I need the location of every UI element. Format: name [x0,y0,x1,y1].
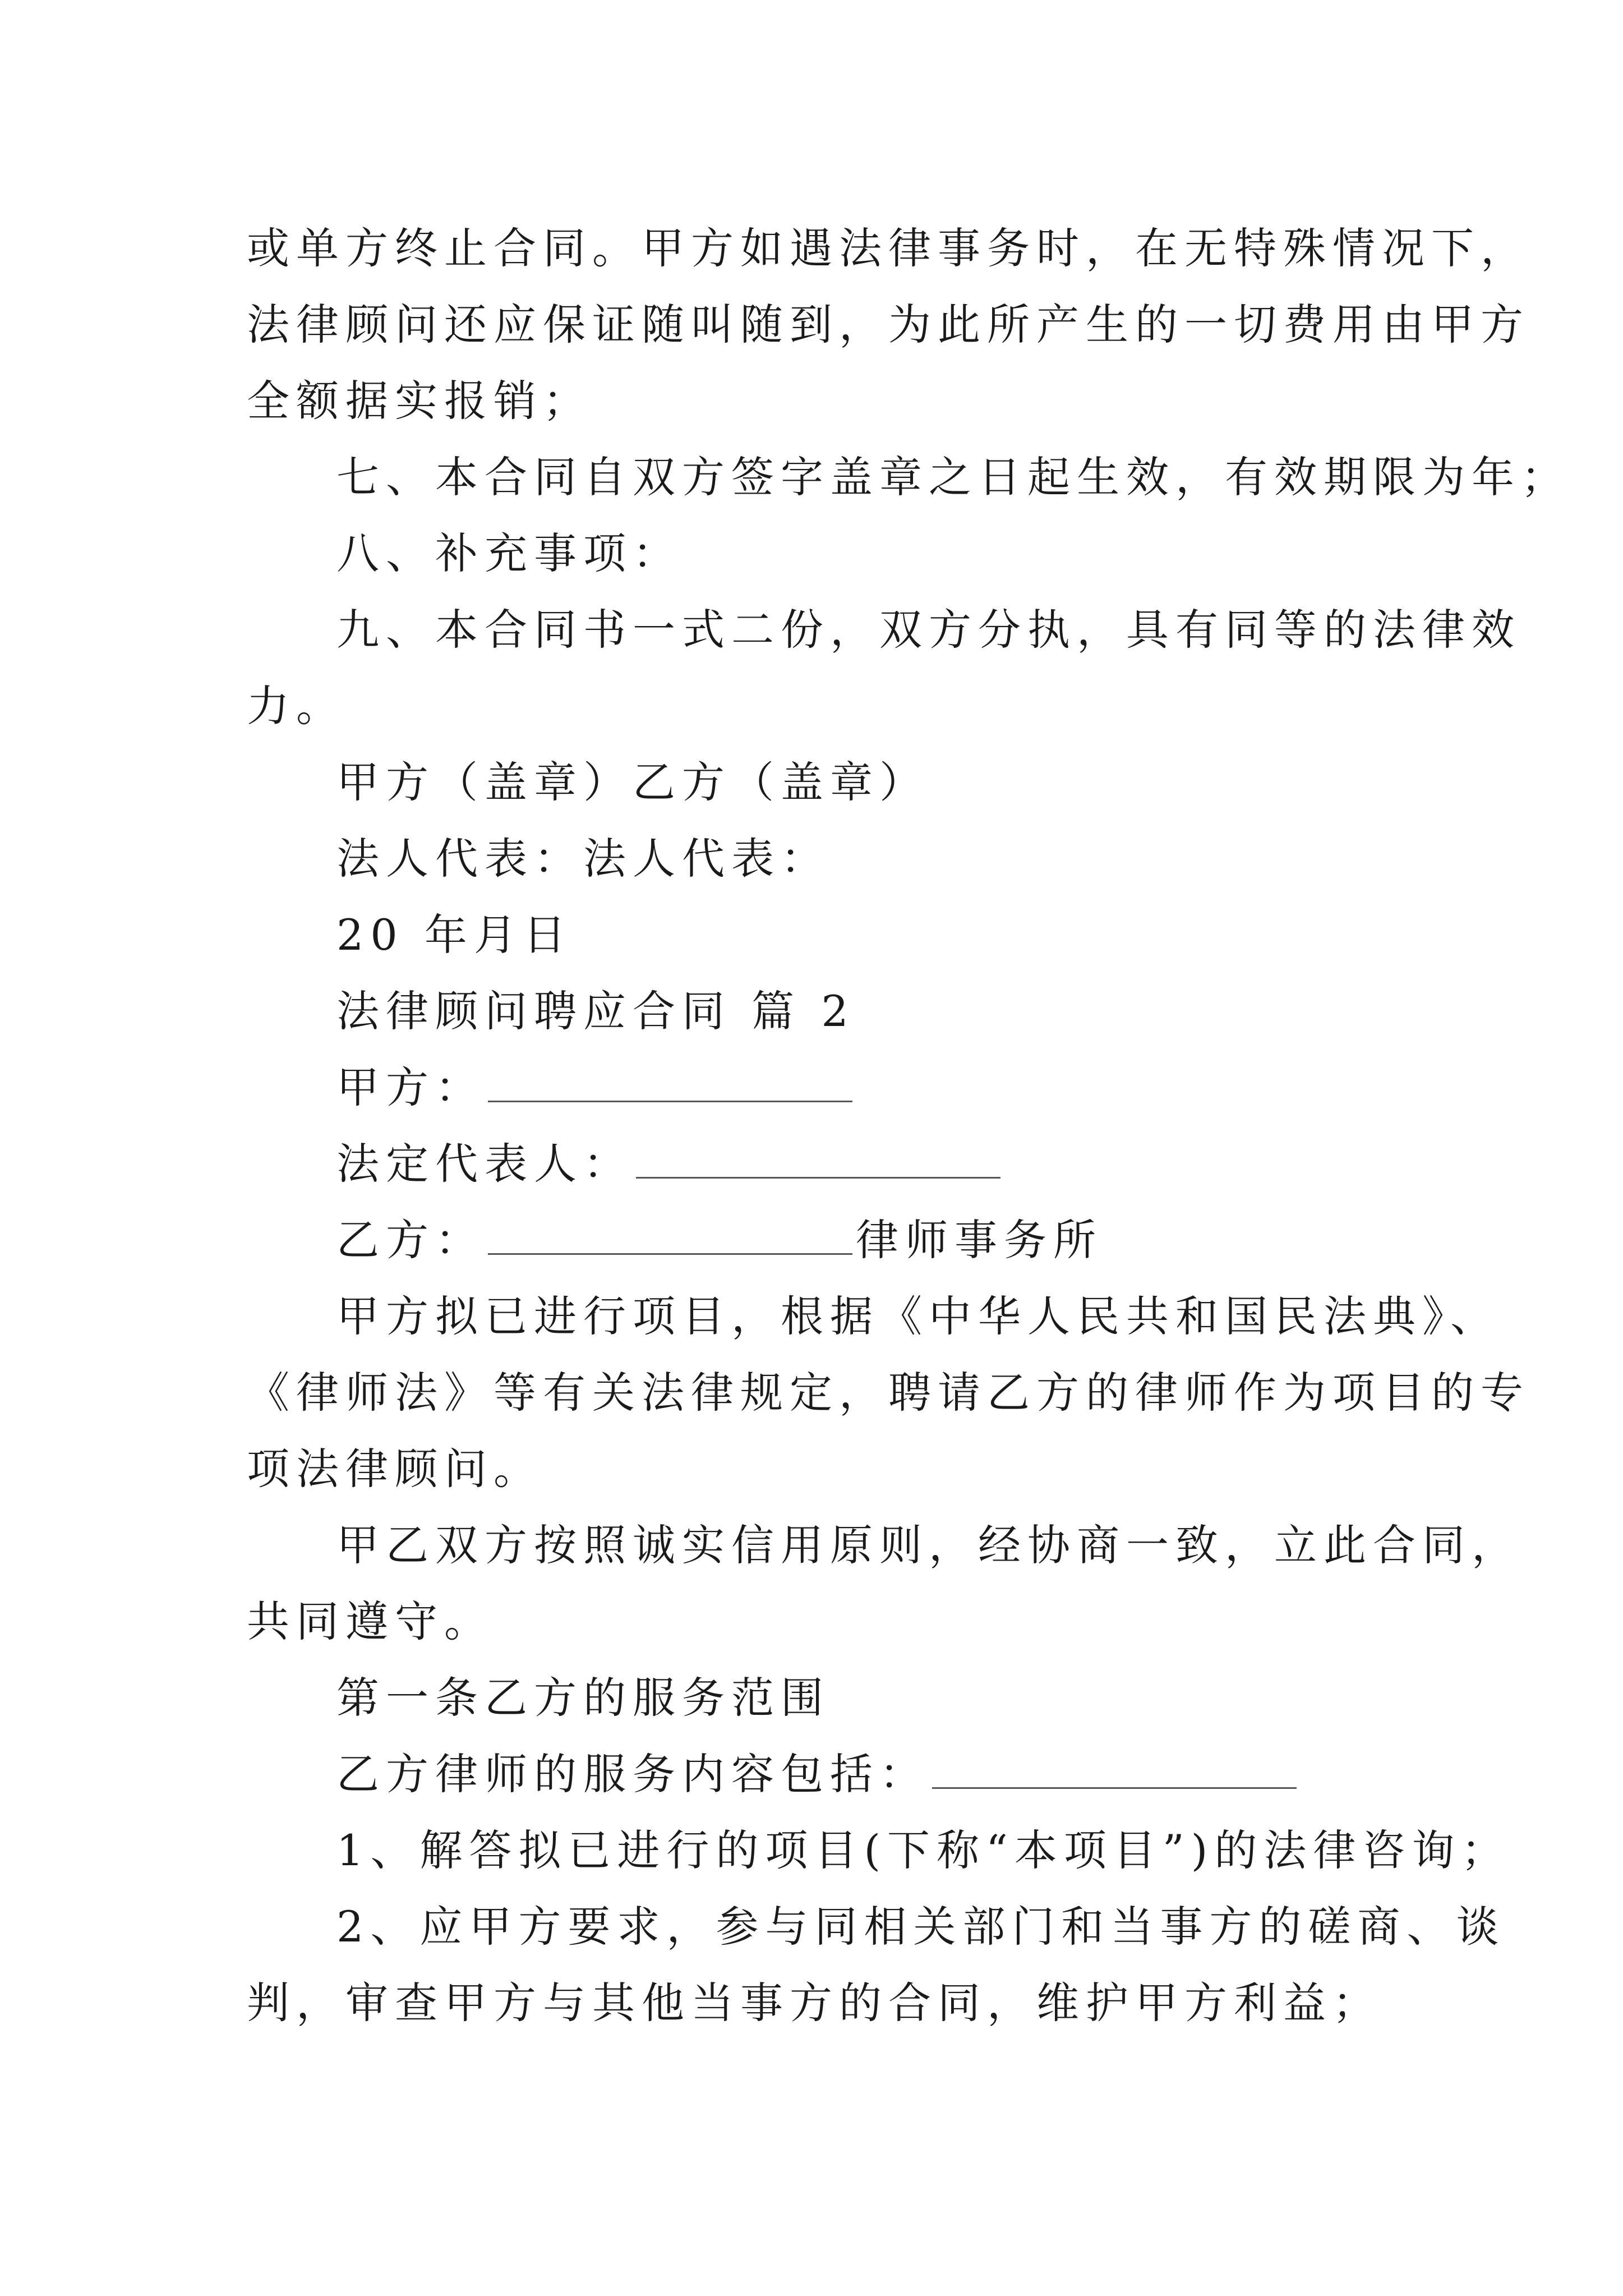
document-body [247,210,1570,2041]
article-1-heading: 第一条乙方的服务范围 [336,1673,830,1723]
party-a-label: 甲方： [336,1062,485,1112]
paragraph-line: 共同遵守。 [247,1596,494,1646]
service-item-1: 1、解答拟已进行的项目(下称“本项目”)的法律咨询； [336,1825,1511,1875]
paragraph-line: 项法律顾问。 [247,1444,543,1494]
service-content-line [247,1736,1385,1812]
service-content-label: 乙方律师的服务内容包括： [336,1749,929,1799]
legal-representatives: 法人代表：法人代表： [336,834,830,884]
party-b-label: 乙方： [336,1215,485,1265]
paragraph-line: 法律顾问还应保证随叫随到，为此所产生的一切费用由甲方 [247,300,1530,349]
paragraph-line: 甲方拟已进行项目，根据《中华人民共和国民法典》、 [336,1291,1500,1341]
clause-8: 八、补充事项： [336,528,682,578]
legal-rep-line [247,1126,1385,1202]
section-heading: 法律顾问聘应合同 篇 2 [336,986,855,1036]
law-firm-suffix: 律师事务所 [856,1215,1103,1265]
paragraph-line: 力。 [247,681,345,731]
service-item-2: 2、应甲方要求，参与同相关部门和当事方的磋商、谈 [336,1902,1506,1952]
clause-9: 九、本合同书一式二份，双方分执，具有同等的法律效 [336,605,1521,655]
signature-seals: 甲方（盖章）乙方（盖章） [336,757,929,807]
legal-rep-label: 法定代表人： [336,1139,633,1189]
signature-date: 20 年月日 [336,910,573,960]
paragraph-line: 《律师法》等有关法律规定，聘请乙方的律师作为项目的专 [247,1368,1530,1418]
paragraph-line: 甲乙双方按照诚实信用原则，经协商一致，立此合同， [336,1520,1521,1570]
party-b-line [247,1202,1385,1278]
clause-7: 七、本合同自双方签字盖章之日起生效，有效期限为年； [336,452,1570,502]
legal-rep-blank [636,1143,1000,1179]
paragraph-line: 判，审查甲方与其他当事方的合同，维护甲方利益； [247,1978,1382,2028]
paragraph-line: 全额据实报销； [247,376,592,426]
paragraph-line: 或单方终止合同。甲方如遇法律事务时，在无特殊情况下， [247,223,1530,273]
party-b-blank [488,1220,852,1255]
service-content-blank [932,1754,1297,1789]
party-a-blank [488,1067,852,1102]
party-a-line [247,1050,1385,1126]
